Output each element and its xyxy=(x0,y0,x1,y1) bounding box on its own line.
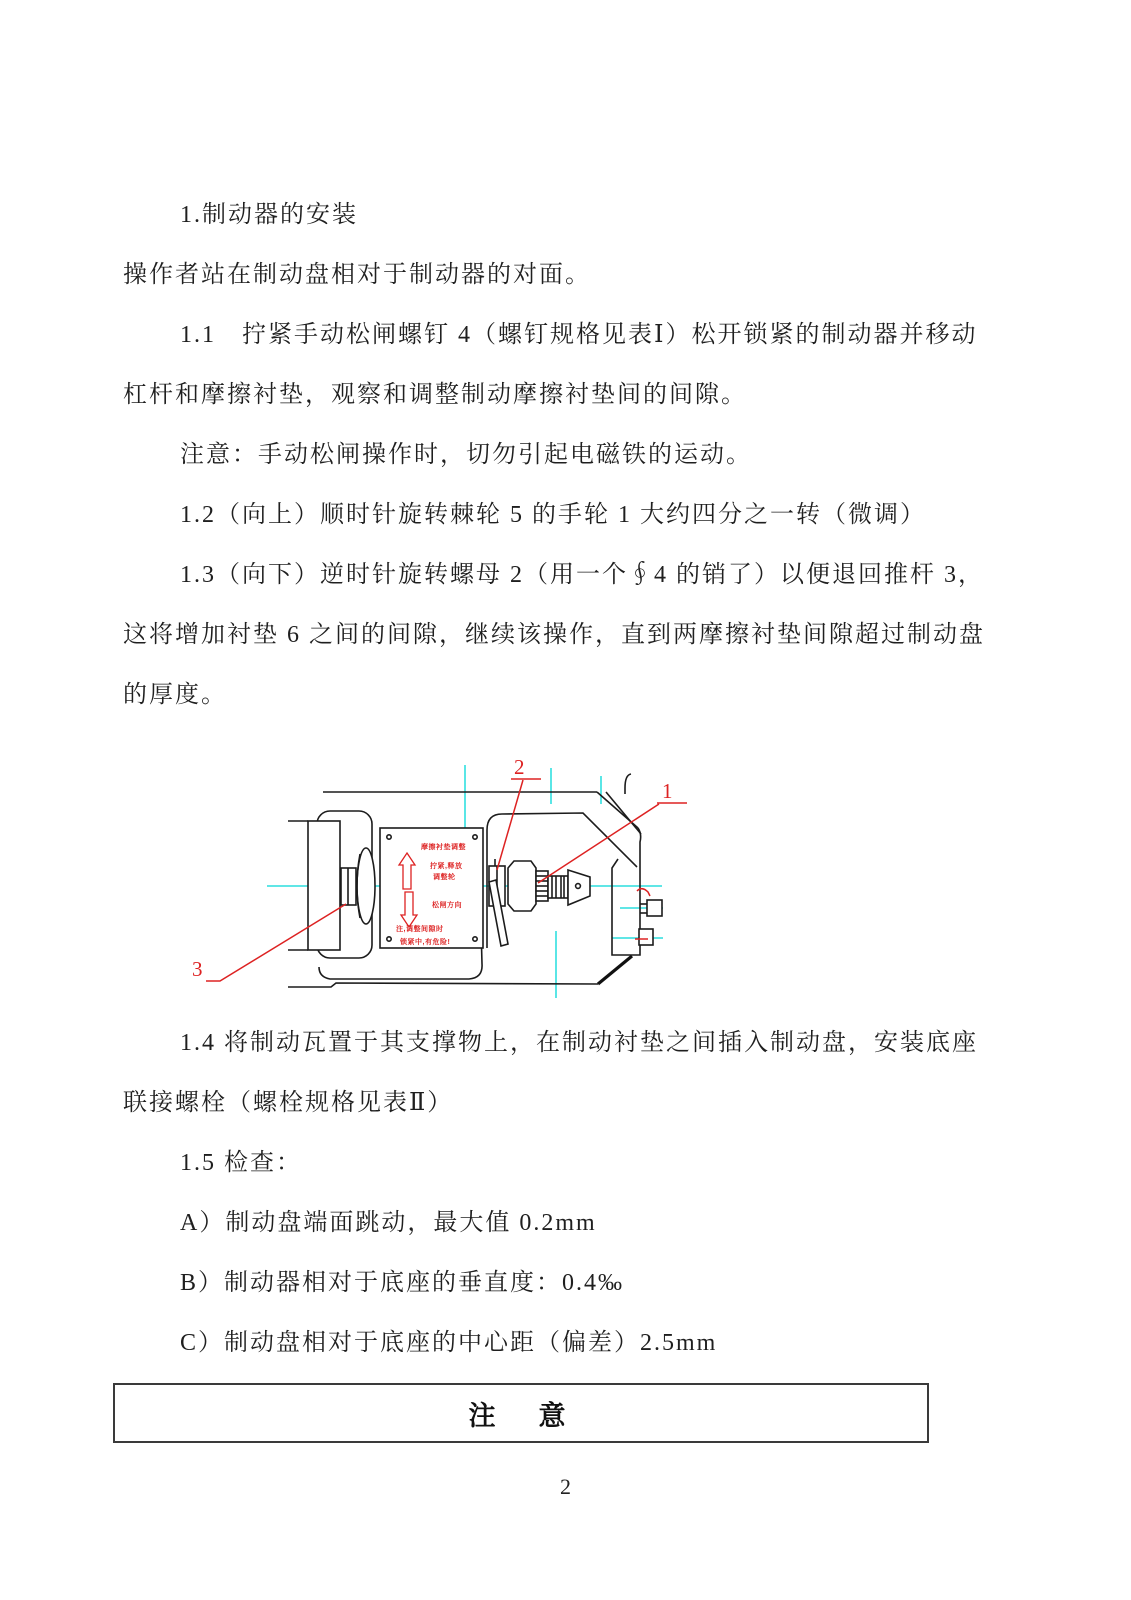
svg-text:松闸方向: 松闸方向 xyxy=(432,902,462,909)
heading-install: 1.制动器的安装 xyxy=(180,202,358,228)
body-line: 的厚度。 xyxy=(123,682,227,708)
body-line: 操作者站在制动盘相对于制动器的对面。 xyxy=(123,262,591,288)
body-line: 联接螺栓（螺栓规格见表Ⅱ） xyxy=(123,1090,454,1116)
body-line-note: 注意：手动松闸操作时，切勿引起电磁铁的运动。 xyxy=(180,442,752,468)
svg-text:调整轮: 调整轮 xyxy=(433,874,456,881)
svg-text:锁紧中,有危险!: 锁紧中,有危险! xyxy=(400,939,451,946)
check-item-b: B）制动器相对于底座的垂直度：0.4‰ xyxy=(180,1270,625,1296)
callout-2: 2 xyxy=(514,755,525,779)
body-line: 1.1 拧紧手动松闸螺钉 4（螺钉规格见表Ⅰ）松开锁紧的制动器并移动 xyxy=(180,322,978,348)
body-line: 1.3（向下）逆时针旋转螺母 2（用一个∮4 的销了）以便退回推杆 3， xyxy=(180,562,984,588)
attention-box xyxy=(113,1383,929,1443)
body-line: 1.4 将制动瓦置于其支撑物上，在制动衬垫之间插入制动盘，安装底座 xyxy=(180,1030,978,1056)
body-line: 1.5 检查： xyxy=(180,1150,302,1176)
hand-wheel xyxy=(508,861,536,911)
check-item-a: A）制动盘端面跳动，最大值 0.2mm xyxy=(180,1210,597,1236)
body-line: 杠杆和摩擦衬垫，观察和调整制动摩擦衬垫间的间隙。 xyxy=(123,382,747,408)
callout-3: 3 xyxy=(192,957,203,981)
brake-assembly-diagram xyxy=(180,718,700,1018)
svg-text:拧紧,释放: 拧紧,释放 xyxy=(430,863,463,870)
body-line: 1.2（向上）顺时针旋转棘轮 5 的手轮 1 大约四分之一转（微调） xyxy=(180,502,926,528)
callout-1: 1 xyxy=(662,779,673,803)
check-item-c: C）制动盘相对于底座的中心距（偏差）2.5mm xyxy=(180,1330,718,1356)
lower-text-block xyxy=(123,1013,1018,1373)
svg-text:注,调整间隙时: 注,调整间隙时 xyxy=(396,926,444,933)
plate-title: 摩擦衬垫调整 xyxy=(421,844,466,851)
attention-label: 注 意 xyxy=(468,1400,574,1431)
instruction-plate xyxy=(380,828,483,948)
page-number: 2 xyxy=(560,1474,571,1499)
upper-text-block xyxy=(123,185,1018,725)
body-line: 这将增加衬垫 6 之间的间隙，继续该操作，直到两摩擦衬垫间隙超过制动盘 xyxy=(123,622,985,648)
